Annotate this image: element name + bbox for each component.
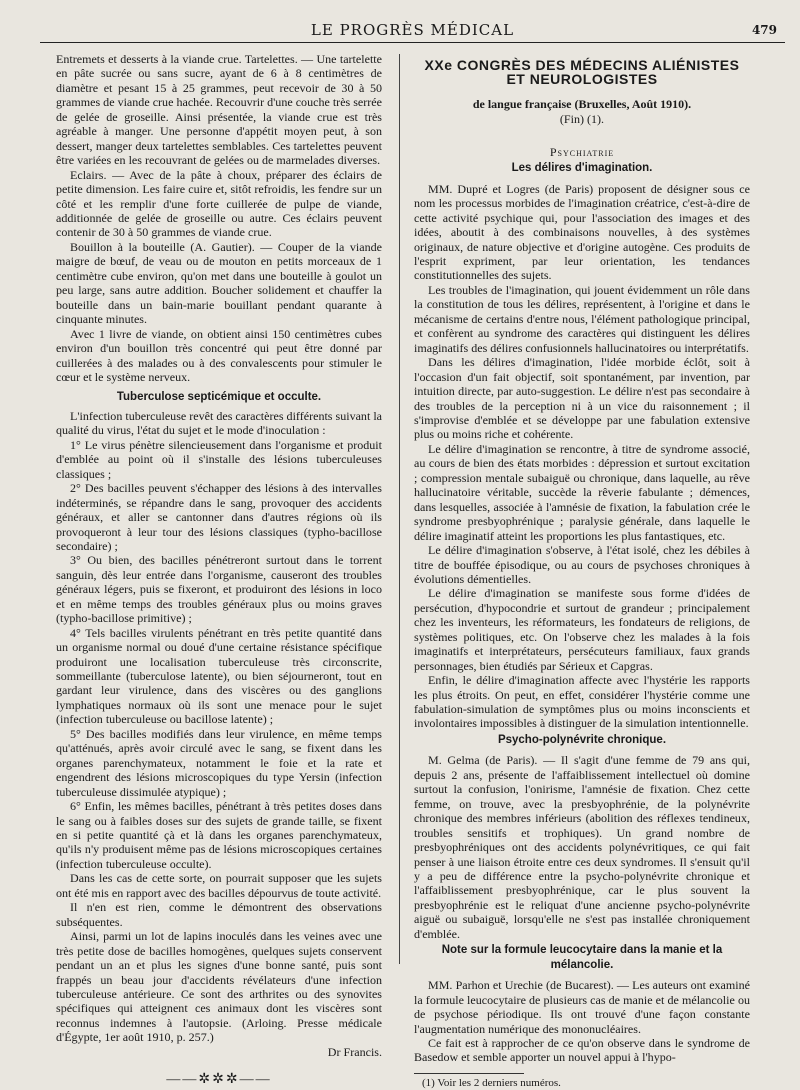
heading-formule-leucocytaire: Note sur la formule leucocytaire dans la manie et la mélancolie. <box>441 944 723 971</box>
paragraph-delires-1: MM. Dupré et Logres (de Paris) proposent de désigner sous ce nom les processus morbides de l'imagination créatrice, c'est-à-dire de cette activité psychique qui, pour l'association des images et des idées, aboutit à des combinaisons nouvelles, à des systèmes originaux, de nature objective et d'origine autogène. Ces produits de l'esprit expriment, par leur orientation, les tendances constitutionnelles des sujets. <box>414 181 750 283</box>
right-column <box>414 52 750 1090</box>
paragraph-tuber-7: Dans les cas de cette sorte, on pourrait supposer que les sujets ont été mis en rapport avec des bacilles dépourvus de toute activité. <box>56 871 382 900</box>
paragraph-delires-4: Le délire d'imagination se rencontre, à titre de syndrome associé, au cours de bien des états morbides : dépression et surtout excitation ; compression mentale subaiguë ou chronique, dans laquelle, au rêve hallucinatoire véritable, succède la rêverie fabulante ; démences, dans lesquelles, associée à l'amnésie de fixation, la fabulation crée le syndrome presbyophrénique ; paralysie générale, dans laquelle le délire imaginatif atteint les proportions les plus fantastiques, etc. <box>414 441 750 543</box>
paragraph-delires-5: Le délire d'imagination s'observe, à l'état isolé, chez les débiles à titre de bouffée épisodique, ou au cours de psychoses chroniques à évolutions démentielles. <box>414 543 750 586</box>
paragraph-tuber-6: 6° Enfin, les mêmes bacilles, pénétrant à très petites doses dans le sang ou à faibles doses sur des sujets de grande taille, se fixent en si petite quantité çà et là dans les organes parenchymateux, qu'ils n'y produisent même pas de lésions microscopiques certaines (infection tuberculeuse occulte). <box>56 799 382 871</box>
paragraph-tuber-1: 1° Le virus pénètre silencieusement dans l'organisme et produit d'emblée au point où il s'installe des lésions tuberculeuses classiques ; <box>56 437 382 481</box>
paragraph-tuber-2: 2° Des bacilles peuvent s'échapper des lésions à des intervalles indéterminés, se répandre dans le sang, provoquer des accidents généraux, et aller se cantonner dans d'autres régions où ils provoqueront à leur tour des lésions classiques (typho-bacillose secondaire) ; <box>56 481 382 553</box>
journal-title: LE PROGRÈS MÉDICAL <box>310 21 515 39</box>
signature: Dr Francis. <box>327 1044 382 1059</box>
page-number: 479 <box>751 23 777 37</box>
paragraph-delires-6: Le délire d'imagination se manifeste sous forme d'idées de persécution, d'hypocondrie et surtout de grandeur ; principalement chez les inventeurs, les réformateurs, les fondateurs de religions, de systèmes politiques, etc. On l'observe chez les malades à la fois imaginatifs et interprétateurs, persécuteurs familiaux, faux grands personnages, bien étudiés par Sérieux et Capgras. <box>414 586 750 673</box>
heading-delires: Les délires d'imagination. <box>511 162 653 175</box>
column-rule <box>399 54 400 964</box>
paragraph-gelma: M. Gelma (de Paris). — Il s'agit d'une femme de 79 ans qui, depuis 2 ans, présente de l'affaiblissement intellectuel où domine surtout la confusion, l'onirisme, l'amnésie de fixation. Chez cette femme, on trouve, avec la presbyophrénie, de la polynévrite chronique des membres inférieurs (abolition des réflexes tendineux, troubles sensitifs et trophiques). Un grand nombre de presbyophréniques ont des accidents polynévritiques, ce qui fait penser à une liaison étroite entre ces deux syndromes. Il s'ensuit qu'il y a peu de différence entre la psycho-polynévrite chronique et l'affaiblissement presbyophrénique, car le plus souvent la presbyophrénie est le reliquat d'une ancienne psycho-polynévrite aiguë ou subaiguë, lorsqu'elle ne s'est pas installée chroniquement d'emblée. <box>414 753 750 941</box>
left-column <box>56 52 382 1088</box>
paragraph-tuber-4: 4° Tels bacilles virulents pénétrant en très petite quantité dans un organisme normal ou doué d'une certaine résistance spécifique produiront une localisation tuberculeuse très circonscrite, sommeillante (tuberculose latente), ou bien séjourneront, tout en gardant leur virulence, dans des viscères ou des ganglions lymphatiques normaux où ils sont une menace pour le sujet (infection tuberculeuse ou bacillose latente) ; <box>56 625 382 727</box>
paragraph-bouillon: Bouillon à la bouteille (A. Gautier). — Couper de la viande maigre de bœuf, de veau ou de mouton en petits morceaux de 1 centimètre cube environ, qu'on met dans une bouteille à goulot un peu large, sans autre addition. Boucher solidement et chauffer la bouteille dans un bain-marie bouillant pendant quarante à cinquante minutes. <box>56 239 382 327</box>
paragraph-eclairs: Eclairs. — Avec de la pâte à choux, préparer des éclairs de petite dimension. Les faire cuire et, sitôt refroidis, les fendre sur un côté et les remplir d'une forte cuillerée de pulpe de viande, additionnée de gelée de groseille ou autre. Ces éclairs peuvent contenir de 30 à 50 grammes de viande crue. <box>56 167 382 240</box>
signature-line <box>56 1045 382 1059</box>
heading-psycho-polynevrite: Psycho-polynévrite chronique. <box>497 733 667 746</box>
paragraph-tuber-intro: L'infection tuberculeuse revêt des caractères différents suivant la qualité du virus, l'état du sujet et le mode d'inoculation : <box>56 408 383 438</box>
paragraph-delires-7: Enfin, le délire d'imagination affecte avec l'hystérie les rapports les plus étroits. On peut, en effet, considérer l'hystérie comme une fabulation-simulation de symptômes plus ou moins inconscients et involontaires impossibles à distinguer de la simulation intentionnelle. <box>414 673 750 731</box>
congress-subtitle: de langue française (Bruxelles, Août 1910). <box>472 96 692 111</box>
paragraph-tartelettes: Entremets et desserts à la viande crue. Tartelettes. — Une tartelette en pâte sucrée ou sans sucre, ayant de 6 à 8 centimètres de diamètre et pesant 15 à 25 grammes, peut recevoir de 30 à 50 grammes de viande crue hachée. Recouvrir d'une couche très serrée de gelée de groseille. Ainsi présentée, la viande crue est très agréable à manger. Une personne d'appétit moyen peut, à son dessert, manger deux tartelettes semblables. Ces tartelettes peuvent être variées en les recouvrant de gelées ou de marmelades diverses. <box>56 52 382 168</box>
congress-fin: (Fin) (1). <box>559 112 605 127</box>
congress-title: XXe CONGRÈS DES MÉDECINS ALIÉNISTES ET NEUROLOGISTES <box>424 57 740 88</box>
footnote-rule <box>414 1073 524 1074</box>
running-head <box>40 20 785 43</box>
paragraph-delires-2: Les troubles de l'imagination, qui jouent évidemment un rôle dans la constitution de tous les délires, représentent, à l'origine et dans le mécanisme de certains d'entre nous, l'élément pathologique principal, et confèrent au syndrome des caractères qui distinguent les délires imaginatifs des délires confusionnels hallucinatoires ou interprétatifs. <box>414 282 750 355</box>
paragraph-tuber-3: 3° Ou bien, des bacilles pénétreront surtout dans le torrent sanguin, dès leur entrée dans l'organisme, causeront des troubles généraux légers, puis se fixeront, et produiront des lésions in loco et en même temps des troubles généraux plus ou moins graves (typho-bacillose primitive) ; <box>56 553 382 626</box>
footnote: (1) Voir les 2 derniers numéros. <box>422 1076 561 1089</box>
paragraph-tuber-5: 5° Des bacilles modifiés dans leur virulence, en même temps qu'atténués, après avoir circulé avec le sang, se fixent dans les organes parenchymateux, notamment le foie et la rate et engendrent des lésions microscopiques du type Yersin (infection tuberculeuse dissimulée atypique) ; <box>56 726 382 799</box>
paragraph-basedow: Ce fait est à rapprocher de ce qu'on observe dans le syndrome de Basedow et semble apporter un nouvel appui à l'hypo- <box>414 1036 750 1065</box>
paragraph-tuber-8: Il n'en est rien, comme le démontrent des observations subséquentes. <box>56 900 382 929</box>
paragraph-tuber-9: Ainsi, parmi un lot de lapins inoculés dans les veines avec une très petite dose de bacilles homogènes, quelques sujets conservent pendant un an et plus les signes d'une bonne santé, puis sont frappés un beau jour d'accidents révélateurs d'une infection tuberculeuse antérieure. Ce sont des arthrites ou des synovites spécifiques qui atteignent ces animaux dont les viscères sont reconnus indemnes à l'autopsie. (Arloing. Presse médicale d'Égypte, 1er août 1910, p. 257.) <box>56 929 382 1045</box>
paragraph-delires-3: Dans les délires d'imagination, l'idée morbide éclôt, soit à l'occasion d'un fait objectif, soit spontanément, par invention, par intuition directe, par auto-suggestion. Le délire n'est pas secondaire à des troubles de la perception ni à un vice du raisonnement ; il s'improvise d'emblée et se développe par une fabulation extensive plus ou moins riche et cohérente. <box>414 355 750 442</box>
paragraph-bouillon-2: Avec 1 livre de viande, on obtient ainsi 150 centimètres cubes environ d'un bouillon très concentré qui peut être donné par cuillerées à des malades ou à des convalescents pour stimuler le cœur et le système nerveux. <box>56 326 382 384</box>
section-psychiatrie: Psychiatrie <box>549 144 615 159</box>
paragraph-parhon: MM. Parhon et Urechie (de Bucarest). — Les auteurs ont examiné la formule leucocytaire de plusieurs cas de manie et de mélancolie ou de psychose périodique. Ils ont trouvé d'une façon constante l'augmentation numérique des mononucléaires. <box>414 978 750 1036</box>
heading-tuberculose: Tuberculose septicémique et occulte. <box>116 391 322 404</box>
ornament-divider: ——✲✲✲—— <box>166 1072 272 1088</box>
